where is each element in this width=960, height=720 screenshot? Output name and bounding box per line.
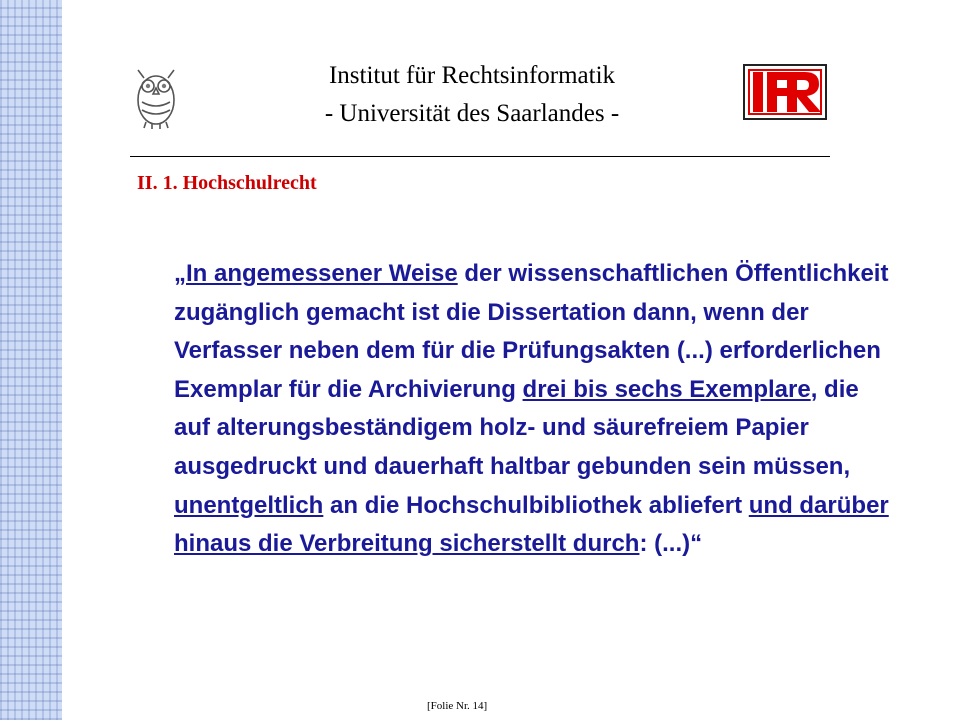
quote-text	[174, 255, 894, 564]
institute-name: Institut für Rechtsinformatik	[328, 62, 616, 89]
decorative-sidebar	[0, 0, 62, 720]
quote-segment: der wissenschaftlichen Öffentlichkeit zugänglich gemacht ist die Dissertation dann, wenn der Verfasser neben dem für die Prüfungsakten (...) erforderlichen Exemplar für die Archivierung	[174, 260, 889, 403]
owl-emblem-icon	[128, 64, 184, 130]
header-divider	[130, 156, 830, 157]
quote-segment-underlined: In angemessener Weise	[186, 260, 458, 287]
quote-segment-underlined: drei bis sechs Exemplare	[522, 375, 811, 403]
quote-segment: „	[174, 260, 186, 287]
university-name: - Universität des Saarlandes -	[324, 100, 620, 127]
quote-segment-underlined: und darüber hinaus die Verbreitung sicherstellt durch	[174, 491, 889, 558]
quote-segment: an die Hochschulbibliothek abliefert	[323, 491, 749, 519]
section-title: II. 1. Hochschulrecht	[137, 172, 317, 194]
quote-segment: : (...)“	[639, 530, 703, 558]
quote-segment-underlined: unentgeltlich	[174, 491, 324, 519]
quote-segment: , die auf alterungsbeständigem holz- und säurefreiem Papier ausgedruckt und dauerhaft haltbar gebunden sein müssen,	[174, 375, 859, 480]
slide-number: [Folie Nr. 14]	[427, 700, 488, 712]
ifr-logo	[743, 64, 827, 120]
